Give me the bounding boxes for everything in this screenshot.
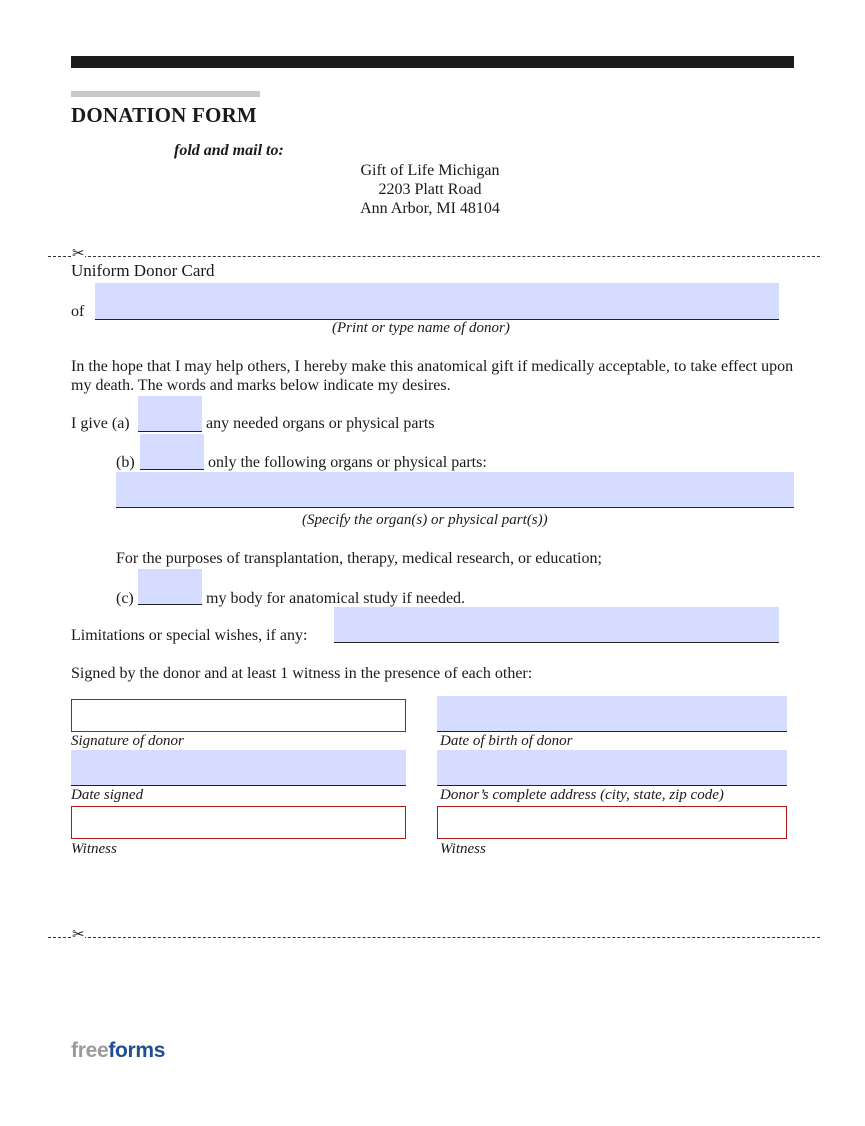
fold-mail-label: fold and mail to: <box>174 142 284 159</box>
give-a-text: any needed organs or physical parts <box>206 415 435 432</box>
limitations-field[interactable] <box>334 607 779 643</box>
donor-signature-field[interactable] <box>71 699 406 732</box>
freeforms-logo <box>71 1039 165 1063</box>
logo-free: free <box>71 1039 109 1062</box>
mailing-address <box>340 161 520 218</box>
intro-paragraph: In the hope that I may help others, I hereby make this anatomical gift if medically acceptable, to take effect upon my death. The words and marks below indicate my desires. <box>71 358 794 394</box>
scissors-icon: ✂ <box>72 925 85 943</box>
date-signed-field[interactable] <box>71 750 406 786</box>
witness-1-signature-field[interactable] <box>71 806 406 839</box>
address-label: Donor’s complete address (city, state, zip code) <box>440 787 724 803</box>
date-signed-label: Date signed <box>71 787 144 803</box>
address-street: 2203 Platt Road <box>378 181 482 198</box>
logo-forms: forms <box>108 1039 166 1062</box>
donor-address-field[interactable] <box>437 750 787 786</box>
cut-line-top <box>48 256 820 257</box>
cut-line-bottom <box>48 937 820 938</box>
give-c-checkbox-field[interactable] <box>138 569 202 605</box>
witness-2-signature-field[interactable] <box>437 806 787 839</box>
give-b-label: (b) <box>116 454 135 471</box>
organs-field[interactable] <box>116 472 794 508</box>
organs-caption: (Specify the organ(s) or physical part(s)) <box>302 512 548 528</box>
give-c-text: my body for anatomical study if needed. <box>206 590 466 607</box>
give-a-checkbox-field[interactable] <box>138 396 202 432</box>
date-of-birth-field[interactable] <box>437 696 787 732</box>
witness-2-label: Witness <box>440 841 486 857</box>
purposes-text: For the purposes of transplantation, therapy, medical research, or education; <box>116 550 602 567</box>
scissors-icon: ✂ <box>72 244 85 262</box>
top-rule <box>71 56 794 68</box>
card-heading: Uniform Donor Card <box>71 261 215 280</box>
witness-1-label: Witness <box>71 841 117 857</box>
give-a-label: I give (a) <box>71 415 130 432</box>
donor-name-caption: (Print or type name of donor) <box>332 320 510 336</box>
address-name: Gift of Life Michigan <box>360 162 500 179</box>
limitations-label: Limitations or special wishes, if any: <box>71 627 308 644</box>
address-city: Ann Arbor, MI 48104 <box>360 200 500 217</box>
of-label: of <box>71 303 85 320</box>
give-c-label: (c) <box>116 590 134 607</box>
title-accent-bar <box>71 91 260 97</box>
signed-text: Signed by the donor and at least 1 witness in the presence of each other: <box>71 665 533 682</box>
give-b-text: only the following organs or physical parts: <box>208 454 487 471</box>
page-title: DONATION FORM <box>71 103 257 127</box>
donor-name-field[interactable] <box>95 283 779 320</box>
signature-label: Signature of donor <box>71 733 184 749</box>
give-b-checkbox-field[interactable] <box>140 434 204 470</box>
dob-label: Date of birth of donor <box>440 733 573 749</box>
